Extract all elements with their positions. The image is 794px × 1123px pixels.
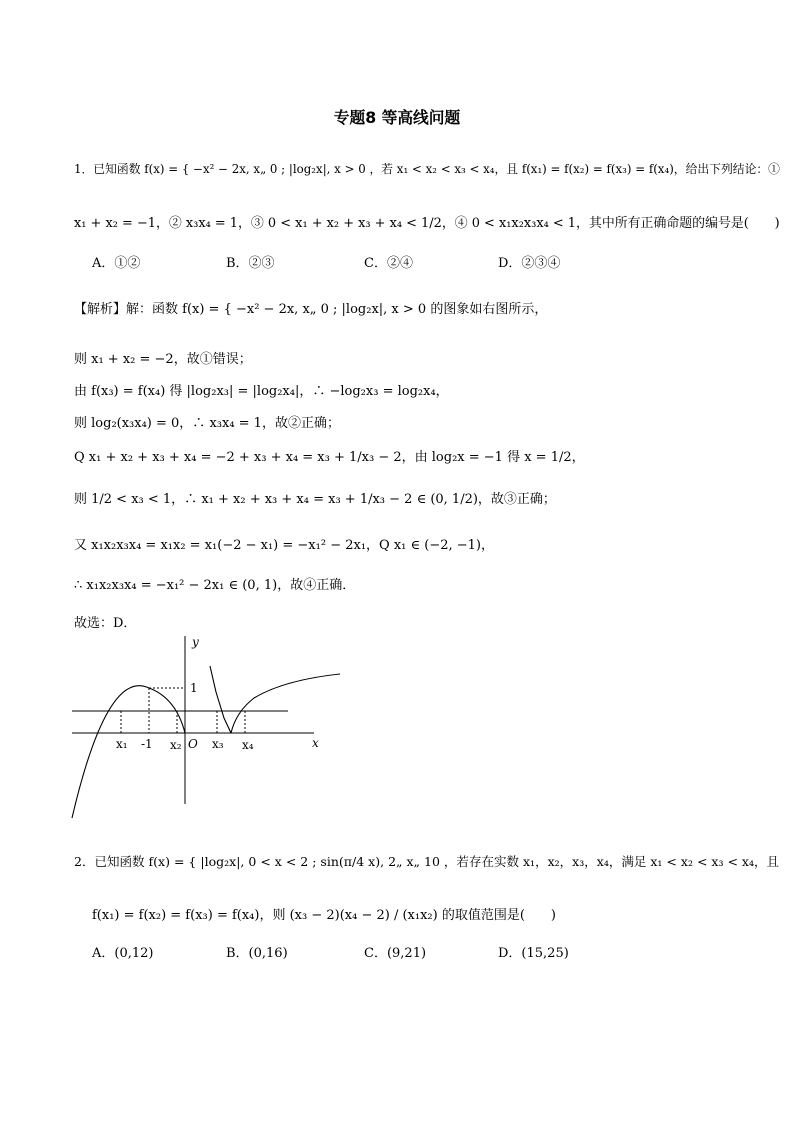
q2-line1: 2．已知函数 f(x) = { |log₂x|, 0 < x < 2 ; sin(π/4 x), 2„ x„ 10 ，若存在实数 x₁，x₂，x₃，x₄，满足 x₁ < x₂ < x₃ < x₄，且 (74, 854, 780, 869)
q1-line2: x₁ + x₂ = −1，② x₃x₄ = 1，③ 0 < x₁ + x₂ + x₃ + x₄ < 1/2，④ 0 < x₁x₂x₃x₄ < 1，其中所有正确命题的编号是( ) (74, 216, 780, 231)
q1-line1: 1．已知函数 f(x) = { −x² − 2x, x„ 0 ; |log₂x|, x > 0 ，若 x₁ < x₂ < x₃ < x₄，且 f(x₁) = f(x₂) = f(x₃) = f(x₄)，给出下列结论：① (74, 162, 780, 176)
solution-line-6: 又 x₁x₂x₃x₄ = x₁x₂ = x₁(−2 − x₁) = −x₁² − 2x₁，Q x₁ ∈ (−2, −1)， (74, 538, 494, 553)
solution-head: 【解析】解：函数 f(x) = { −x² − 2x, x„ 0 ; |log₂x|, x > 0 的图象如右图所示， (74, 302, 548, 317)
parabola-curve (72, 686, 185, 818)
log-increasing-curve (231, 674, 340, 733)
q2-line2: f(x₁) = f(x₂) = f(x₃) = f(x₄)，则 (x₃ − 2)(x₄ − 2) / (x₁x₂) 的取值范围是( ) (92, 908, 556, 923)
label-x2: x₂ (170, 738, 182, 752)
solution-line-1: 则 x₁ + x₂ = −2，故①错误； (74, 352, 252, 367)
label-x: x (312, 736, 319, 750)
function-graph (64, 632, 354, 822)
solution-line-2: 由 f(x₃) = f(x₄) 得 |log₂x₃| = |log₂x₄|，∴ −log₂x₃ = log₂x₄， (74, 384, 449, 399)
label-x4: x₄ (242, 738, 254, 752)
log-decreasing-curve (210, 666, 231, 733)
q2-option-c: C．(9,21) (364, 946, 427, 961)
solution-line-7: ∴ x₁x₂x₃x₄ = −x₁² − 2x₁ ∈ (0, 1)，故④正确． (74, 578, 356, 593)
label-x1: x₁ (116, 737, 128, 751)
q2-option-d: D．(15,25) (498, 946, 569, 961)
q1-option-c: C．②④ (364, 256, 413, 271)
page-title: 专题8 等高线问题 (333, 108, 461, 127)
q1-option-d: D．②③④ (498, 256, 561, 271)
solution-line-4: Q x₁ + x₂ + x₃ + x₄ = −2 + x₃ + x₄ = x₃ + 1/x₃ − 2，由 log₂x = −1 得 x = 1/2， (74, 450, 585, 465)
q1-option-b: B．②③ (226, 256, 275, 271)
solution-line-5: 则 1/2 < x₃ < 1，∴ x₁ + x₂ + x₃ + x₄ = x₃ + 1/x₃ − 2 ∈ (0, 1/2)，故③正确； (74, 492, 556, 507)
label-one: 1 (190, 681, 198, 695)
label-minus1: -1 (141, 737, 153, 751)
q2-option-b: B．(0,16) (226, 946, 288, 961)
q1-option-a: A．①② (92, 256, 141, 271)
label-origin: O (188, 737, 198, 751)
solution-answer: 故选：D． (74, 616, 137, 631)
solution-line-3: 则 log₂(x₃x₄) = 0，∴ x₃x₄ = 1，故②正确； (74, 416, 340, 431)
q2-option-a: A．(0,12) (92, 946, 154, 961)
label-x3: x₃ (212, 737, 224, 751)
label-y: y (192, 635, 199, 649)
